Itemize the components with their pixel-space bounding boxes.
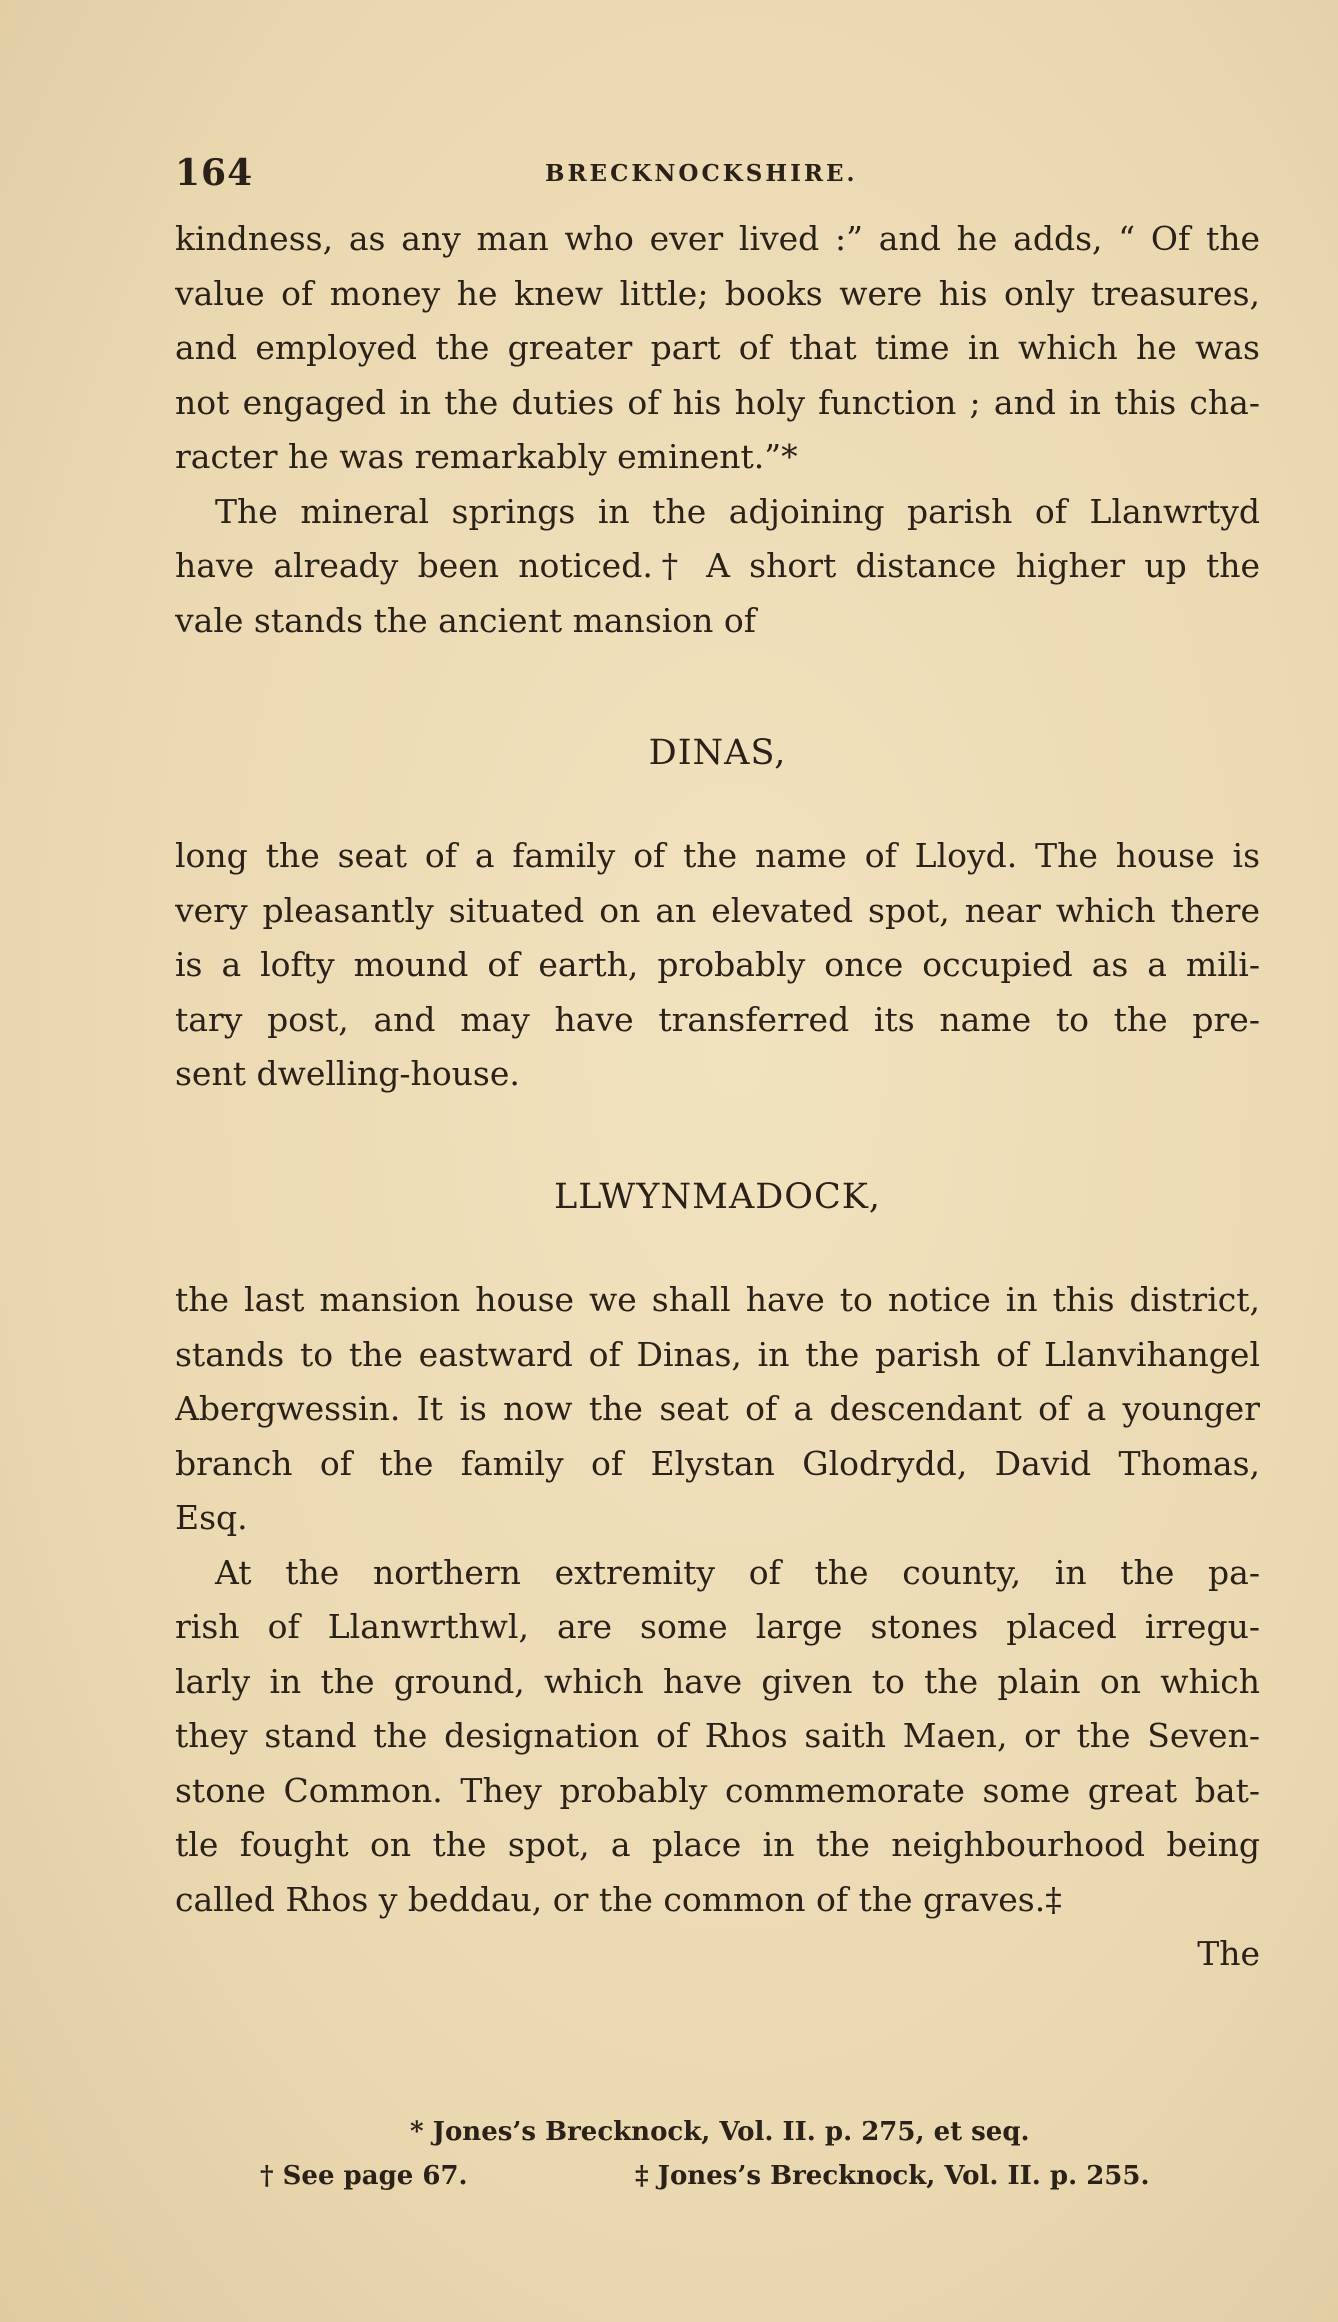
paragraph-block-3	[175, 1273, 1260, 1982]
footnote-2: † See page 67.	[260, 2161, 468, 2191]
text-line: kindness, as any man who ever lived :” and he adds, “ Of the	[175, 219, 1260, 258]
text-line: tle fought on the spot, a place in the neighbourhood being	[175, 1825, 1260, 1864]
text-line: called Rhos y beddau, or the common of the graves.‡	[175, 1879, 1062, 1919]
text-line: they stand the designation of Rhos saith Maen, or the Seven-	[175, 1716, 1260, 1755]
catchword: The	[1197, 1934, 1260, 1973]
text-line: vale stands the ancient mansion of	[175, 600, 756, 640]
footnotes	[175, 2110, 1260, 2198]
text-line: tary post, and may have transferred its name to the pre-	[175, 999, 1260, 1039]
text-line: Esq.	[175, 1498, 248, 1537]
text-line: stone Common. They probably commemorate some great bat-	[175, 1770, 1260, 1810]
text-line: branch of the family of Elystan Glodrydd, David Thomas,	[175, 1443, 1260, 1483]
text-line: Abergwessin. It is now the seat of a descendant of a younger	[175, 1389, 1260, 1428]
text-line: long the seat of a family of the name of Lloyd. The house is	[175, 836, 1260, 875]
text-line: larly in the ground, which have given to the plain on which	[175, 1661, 1260, 1701]
text-line: At the northern extremity of the county, in the pa-	[215, 1552, 1260, 1592]
text-line: the last mansion house we shall have to notice in this district,	[175, 1280, 1260, 1319]
text-line: stands to the eastward of Dinas, in the parish of Llanvihangel	[175, 1334, 1260, 1374]
text-line: sent dwelling-house.	[175, 1054, 520, 1093]
text-line: and employed the greater part of that time in which he was	[175, 328, 1260, 367]
text-line: rish of Llanwrthwl, are some large stones placed irregu-	[175, 1607, 1260, 1646]
footnote-row	[175, 2154, 1260, 2198]
page-header	[175, 152, 1265, 198]
text-line: not engaged in the duties of his holy function ; and in this cha-	[175, 382, 1260, 422]
text-line: value of money he knew little; books were his only treasures,	[175, 273, 1260, 313]
footnote-3: ‡ Jones’s Brecknock, Vol. II. p. 255.	[635, 2161, 1150, 2191]
section-heading-dinas: DINAS,	[648, 733, 787, 773]
paragraph-block-2	[175, 829, 1260, 1102]
footnote-1: * Jones’s Brecknock, Vol. II. p. 275, et seq.	[410, 2117, 1030, 2147]
section-heading-llwynmadock: LLWYNMADOCK,	[553, 1177, 882, 1217]
text-line: have already been noticed.† A short distance higher up the	[175, 546, 1260, 585]
text-line: racter he was remarkably eminent.”*	[175, 437, 798, 476]
page-number: 164	[175, 152, 254, 194]
paragraph-block-1	[175, 212, 1260, 648]
text-line: very pleasantly situated on an elevated spot, near which there	[175, 890, 1260, 930]
text-line: is a lofty mound of earth, probably once occupied as a mili-	[175, 945, 1260, 984]
text-line: The mineral springs in the adjoining parish of Llanwrtyd	[215, 491, 1260, 531]
running-title: BRECKNOCKSHIRE.	[545, 160, 858, 187]
